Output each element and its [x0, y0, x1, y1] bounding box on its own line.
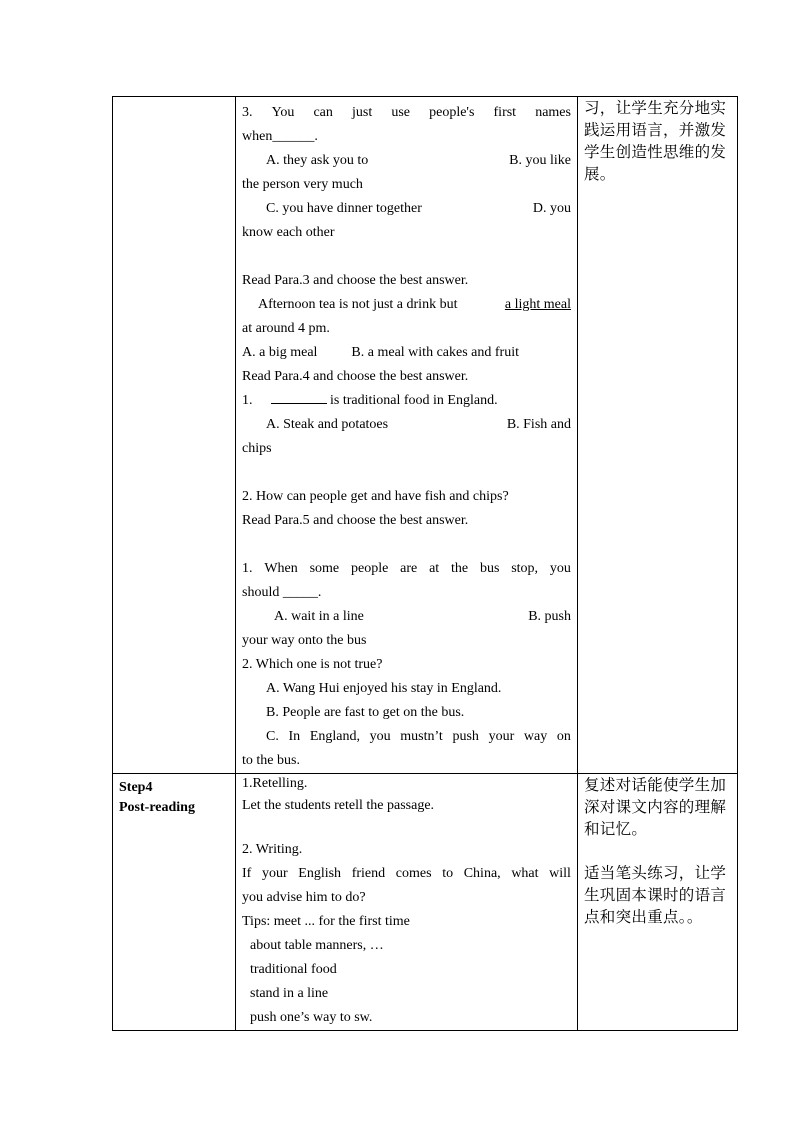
para5-q2-option-c-cont: to the bus. [242, 753, 300, 768]
q3-options-cd [242, 197, 571, 221]
para5-q2-option-b: B. People are fast to get on the bus. [266, 705, 465, 720]
para4-heading: Read Para.4 and choose the best answer. [242, 369, 469, 384]
tips-line: stand in a line [250, 986, 329, 1001]
para5-q1 [242, 557, 571, 581]
para4-q2: 2. How can people get and have fish and chips? [242, 489, 509, 504]
word: some [309, 561, 340, 576]
q3-option-d: D. you [532, 201, 571, 216]
para3-underlined-phrase: a light meal [504, 297, 571, 312]
para4-q1-option-a: A. Steak and potatoes [266, 417, 389, 432]
word: names [535, 105, 571, 120]
q3-options-ab [242, 149, 571, 173]
purpose-text: 习，让学生充分地实践运用语言，并激发学生创造性思维的发展。 [584, 99, 727, 183]
table-row [113, 774, 738, 1031]
word: stop, [511, 561, 539, 576]
para4-q1-text: is traditional food in England. [326, 393, 498, 408]
purpose-cell [578, 774, 738, 1031]
step-cell [113, 774, 236, 1031]
word: China, [463, 866, 501, 881]
word: use [391, 105, 410, 120]
word: mustn’t [400, 729, 443, 744]
word: you [369, 729, 391, 744]
para5-heading: Read Para.5 and choose the best answer. [242, 513, 469, 528]
word: 1. [242, 561, 253, 576]
para5-q2-option-c [242, 725, 571, 749]
para5-q2: 2. Which one is not true? [242, 657, 383, 672]
word: push [452, 729, 479, 744]
word: In [288, 729, 301, 744]
tips-line: Tips: meet ... for the first time [242, 914, 410, 929]
answer-blank [271, 403, 327, 404]
para3-option-a: A. a big meal [242, 345, 318, 360]
word: English [298, 866, 342, 881]
word: what [511, 866, 539, 881]
q3-stem [242, 101, 571, 125]
word: will [549, 866, 571, 881]
para3-options [242, 341, 571, 365]
para5-q1-line2: should _____. [242, 585, 322, 600]
q3-option-b-cont: the person very much [242, 177, 363, 192]
word: are [400, 561, 418, 576]
word: You [271, 105, 295, 120]
q3-option-b: B. you like [509, 153, 571, 168]
activity-cell [236, 774, 578, 1031]
word: your [261, 866, 288, 881]
word: to [442, 866, 454, 881]
word: England, [309, 729, 360, 744]
word: can [313, 105, 333, 120]
para3-option-b: B. a meal with cakes and fruit [351, 345, 519, 360]
word: just [351, 105, 373, 120]
para3-sentence-end: at around 4 pm. [242, 321, 330, 336]
para4-q1 [242, 389, 571, 413]
word: If [242, 866, 252, 881]
para4-q1-options [242, 413, 571, 437]
para3-sentence [242, 293, 571, 317]
para5-q1-option-a: A. wait in a line [274, 609, 364, 624]
word: people's [429, 105, 475, 120]
word: bus [479, 561, 500, 576]
tips-line: push one’s way to sw. [250, 1010, 373, 1025]
word: at [429, 561, 440, 576]
step-number: Step4 [119, 780, 153, 795]
word: When [264, 561, 298, 576]
writing-prompt-line2: you advise him to do? [242, 890, 366, 905]
para4-q1-option-b-cont: chips [242, 441, 272, 456]
retell-text: Let the students retell the passage. [242, 798, 435, 813]
q3-stem-line2: when______. [242, 129, 318, 144]
word: you [549, 561, 571, 576]
writing-prompt [242, 862, 571, 886]
para5-q1-option-b: B. push [528, 609, 571, 624]
para4-q1-option-b: B. Fish and [506, 417, 571, 432]
writing-title: 2. Writing. [242, 842, 303, 857]
tips-line: traditional food [250, 962, 337, 977]
word: friend [351, 866, 386, 881]
word: first [493, 105, 517, 120]
word: way [523, 729, 548, 744]
q3-option-c: C. you have dinner together [266, 201, 422, 216]
word: people [350, 561, 389, 576]
purpose-text-retelling: 复述对话能使学生加深对课文内容的理解和记忆。 [584, 776, 727, 838]
para3-sentence-start: Afternoon tea is not just a drink but [258, 297, 458, 312]
para4-q1-number: 1. [242, 393, 253, 408]
q3-option-a: A. they ask you to [266, 153, 369, 168]
step-cell-empty [113, 97, 236, 774]
para5-q1-option-b-cont: your way onto the bus [242, 633, 367, 648]
q3-option-d-cont: know each other [242, 225, 335, 240]
activity-cell [236, 97, 578, 774]
retell-title: 1.Retelling. [242, 776, 308, 791]
para5-q1-options [242, 605, 571, 629]
word: 3. [242, 105, 253, 120]
table-row [113, 97, 738, 774]
word: the [451, 561, 469, 576]
purpose-cell [578, 97, 738, 774]
para5-q2-option-a: A. Wang Hui enjoyed his stay in England. [266, 681, 502, 696]
lesson-plan-table [112, 96, 738, 1031]
tips-line: about table manners, … [250, 938, 384, 953]
word: comes [395, 866, 432, 881]
word: C. [266, 729, 279, 744]
word: your [488, 729, 515, 744]
word: on [556, 729, 571, 744]
para3-heading: Read Para.3 and choose the best answer. [242, 273, 469, 288]
step-stage: Post-reading [119, 800, 195, 815]
purpose-text-writing: 适当笔头练习，让学生巩固本课时的语言点和突出重点。。 [584, 864, 727, 926]
